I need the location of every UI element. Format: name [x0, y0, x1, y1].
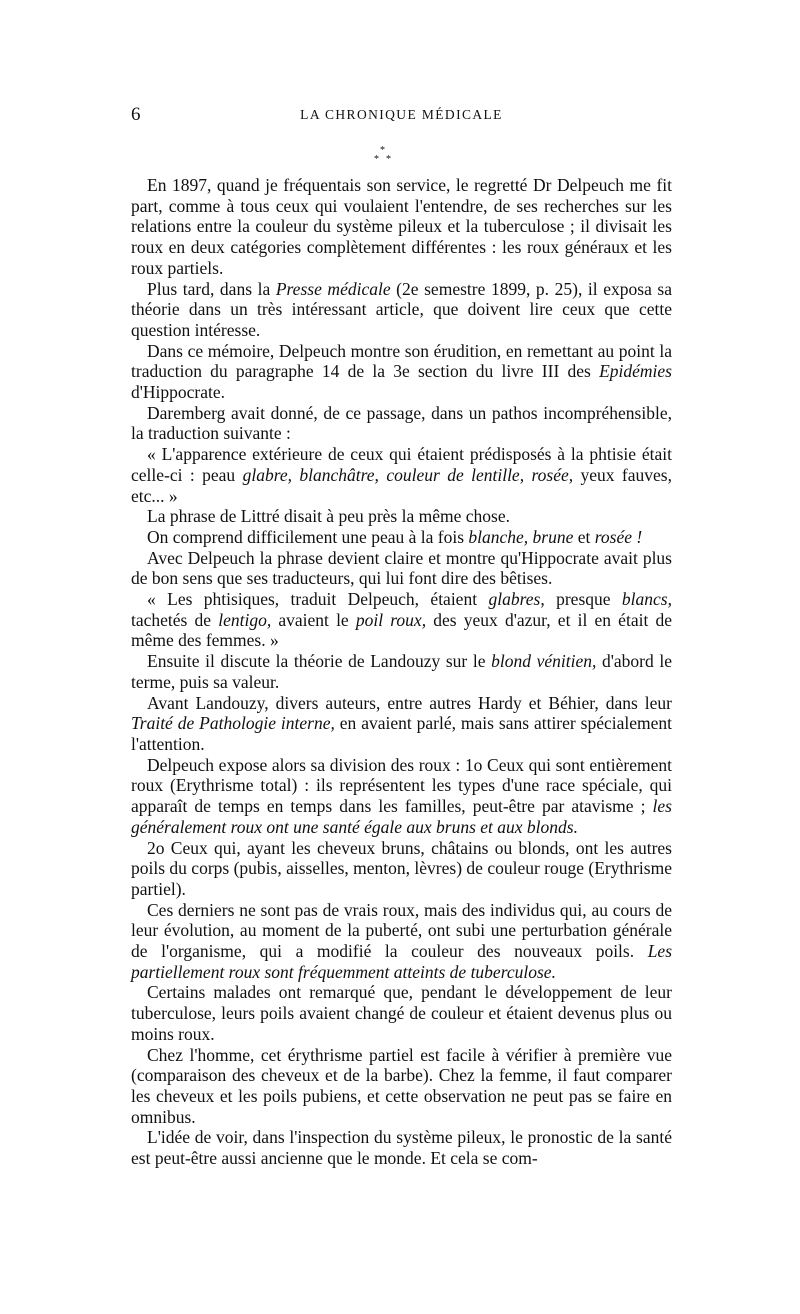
paragraph: [131, 548, 672, 589]
paragraph: [131, 506, 672, 527]
italic-run: Presse médicale: [275, 278, 391, 299]
text-run: yeux fauves, etc... »: [131, 464, 672, 506]
paragraph: [131, 403, 672, 444]
text-run: avaient le: [271, 609, 356, 630]
paragraph: [131, 755, 672, 838]
text-run: Plus tard, dans la: [147, 278, 276, 299]
paragraph: [131, 589, 672, 651]
text-run: Ensuite il discute la théorie de Landouzy sur le: [147, 651, 492, 672]
italic-run: blond vénitien,: [491, 651, 597, 672]
page-header: [131, 104, 672, 128]
italic-run: blancs,: [621, 589, 672, 610]
text-run: tachetés de: [131, 609, 219, 630]
text-run: d'abord le terme, puis sa valeur.: [131, 651, 672, 692]
paragraph: [131, 341, 672, 403]
text-run: Certains malades ont remarqué que, pendant le développement de leur tuberculose, leurs poils avaient changé de couleur et étaient devenus plus ou moins roux.: [131, 982, 672, 1044]
italic-run: Traité de Pathologie interne,: [131, 713, 335, 734]
italic-run: glabres,: [488, 589, 545, 610]
italic-run: Les partiellement roux sont fréquemment atteints de tuberculose.: [131, 941, 672, 982]
text-run: Ces derniers ne sont pas de vrais roux, mais des individus qui, au cours de leur évolution, au moment de la puberté, ont subi une perturbation générale de l'organisme, qui a modifié la couleur des nouveaux poils.: [131, 899, 672, 962]
paragraph: [131, 900, 672, 983]
paragraph: [131, 444, 672, 506]
text-run: « L'apparence extérieure de ceux qui étaient prédisposés à la phtisie était celle-ci : peau: [131, 444, 672, 485]
text-run: Dans ce mémoire, Delpeuch montre son érudition, en remettant au point la traduction du paragraphe 14 de la 3e section du livre III des: [131, 340, 672, 382]
italic-run: rosée !: [594, 526, 643, 547]
text-run: La phrase de Littré disait à peu près la même chose.: [147, 506, 510, 527]
text-run: (2e semestre 1899, p. 25), il exposa sa théorie dans un très intéressant article, que doivent lire ceux que cette question intéresse.: [131, 278, 673, 340]
text-run: presque: [544, 589, 622, 610]
italic-run: Epidémies: [599, 361, 672, 382]
asterism-separator: * * *: [374, 145, 391, 165]
text-run: et: [573, 526, 595, 547]
italic-run: glabre, blanchâtre, couleur de lentille, rosée,: [242, 464, 574, 485]
paragraph: [131, 651, 672, 692]
paragraph: [131, 982, 672, 1044]
paragraph: [131, 1127, 672, 1168]
text-run: L'idée de voir, dans l'inspection du système pileux, le pronostic de la santé est peut-être aussi ancienne que le monde. Et cela se com-: [131, 1127, 672, 1169]
text-run: Daremberg avait donné, de ce passage, dans un pathos incompréhensible, la traduction suivante :: [131, 402, 672, 444]
page-number: 6: [131, 104, 141, 125]
text-run: Chez l'homme, cet érythrisme partiel est facile à vérifier à première vue (comparaison des cheveux et de la barbe). Chez la femme, il faut comparer les cheveux et les poils pubiens, et cette observation ne peut pas se faire en omnibus.: [131, 1044, 672, 1127]
text-run: en avaient parlé, mais sans attirer spécialement l'attention.: [131, 713, 672, 754]
italic-run: les généralement roux ont une santé égale aux bruns et aux blonds.: [131, 796, 672, 837]
paragraph: [131, 279, 672, 341]
text-run: Avant Landouzy, divers auteurs, entre autres Hardy et Béhier, dans leur: [147, 692, 672, 713]
text-run: d'Hippocrate.: [131, 382, 226, 403]
italic-run: lentigo,: [218, 609, 272, 630]
italic-run: poil roux,: [355, 609, 427, 630]
text-run: « Les phtisiques, traduit Delpeuch, étaient: [147, 589, 489, 610]
paragraph: [131, 693, 672, 755]
paragraph: [131, 838, 672, 900]
paragraph: [131, 1045, 672, 1128]
text-run: Avec Delpeuch la phrase devient claire et montre qu'Hippocrate avait plus de bon sens que ses traducteurs, qui lui font dire des bêtises.: [131, 547, 672, 589]
text-run: 2o Ceux qui, ayant les cheveux bruns, châtains ou blonds, ont les autres poils du corps (pubis, aisselles, menton, lèvres) de couleur rouge (Erythrisme partiel).: [131, 837, 672, 899]
text-run: Delpeuch expose alors sa division des roux : 1o Ceux qui sont entièrement roux (Erythrisme total) : ils représentent les types d'une race spéciale, qui apparaît de temps en temps dans les familles, peut-être par atavisme ;: [131, 754, 672, 817]
paragraph: [131, 175, 672, 279]
running-title: LA CHRONIQUE MÉDICALE: [300, 107, 503, 122]
article-body: [131, 175, 672, 1169]
text-run: On comprend difficilement une peau à la fois: [147, 526, 469, 547]
paragraph: [131, 527, 672, 548]
text-run: En 1897, quand je fréquentais son service, le regretté Dr Delpeuch me fit part, comme à tous ceux qui voulaient l'entendre, de ses recherches sur les relations entre la couleur du système pileux et la tuberculose ; il divisait les roux en deux catégories complètement différentes : les roux généraux et les roux partiels.: [131, 175, 672, 278]
italic-run: blanche, brune: [468, 526, 574, 547]
text-run: des yeux d'azur, et il en était de même des femmes. »: [131, 609, 672, 651]
